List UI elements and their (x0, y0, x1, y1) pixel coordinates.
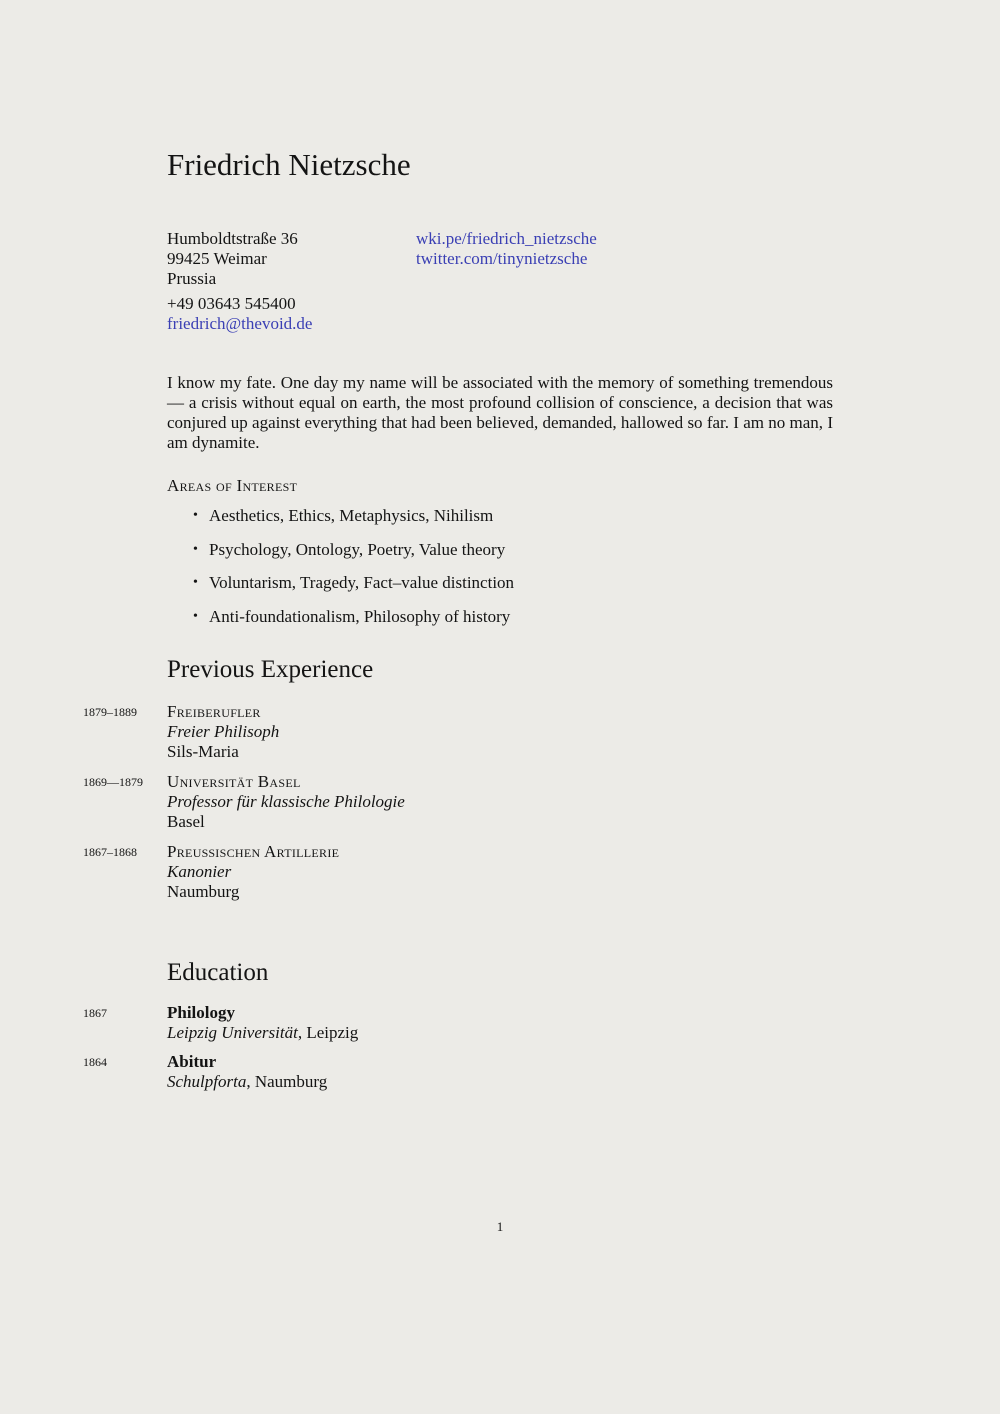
twitter-link[interactable]: twitter.com/tinynietzsche (416, 249, 588, 268)
phone: +49 03643 545400 (167, 294, 296, 313)
institution: Leipzig Universität (167, 1023, 298, 1042)
entry-dates: 1867–1868 (83, 845, 137, 859)
entry-year: 1867 (83, 1006, 107, 1020)
web-links (416, 229, 597, 269)
employer: Preußischen Artillerie (167, 842, 340, 861)
list-item (191, 506, 514, 526)
degree: Philology (167, 1003, 236, 1022)
location: Sils-Maria (167, 742, 239, 761)
employer: Universität Basel (167, 772, 301, 791)
entry-dates: 1869—1879 (83, 775, 143, 789)
employer: Freiberufler (167, 702, 261, 721)
bullet-icon: • (193, 609, 198, 625)
city: 99425 Weimar (167, 249, 267, 268)
address-block (167, 229, 312, 334)
institution: Schulpforta (167, 1072, 247, 1091)
list-item (191, 540, 514, 560)
entry-dates: 1879–1889 (83, 705, 137, 719)
interest-text: Aesthetics, Ethics, Metaphysics, Nihilism (209, 506, 494, 525)
interest-text: Voluntarism, Tragedy, Fact–value distinction (209, 573, 515, 593)
role: Professor für klassische Philologie (167, 792, 405, 811)
list-item (191, 607, 514, 627)
location: Basel (167, 812, 205, 831)
wiki-link[interactable]: wki.pe/friedrich_nietzsche (416, 229, 597, 248)
street: Humboldtstraße 36 (167, 229, 298, 248)
bullet-icon: • (193, 541, 198, 557)
role: Kanonier (167, 862, 232, 881)
education-heading: Education (167, 959, 269, 986)
place: , Naumburg (246, 1072, 328, 1091)
email-link[interactable]: friedrich@thevoid.de (167, 314, 313, 333)
location: Naumburg (167, 882, 240, 901)
bullet-icon: • (193, 508, 198, 523)
degree: Abitur (167, 1052, 217, 1071)
experience-heading: Previous Experience (167, 656, 374, 683)
country: Prussia (167, 269, 217, 288)
interests-heading: Areas of Interest (167, 476, 298, 495)
bullet-icon: • (193, 575, 198, 591)
page-number: 1 (496, 1219, 504, 1234)
entry-year: 1864 (83, 1055, 107, 1069)
interest-text: Psychology, Ontology, Poetry, Value theory (209, 539, 506, 559)
list-item (191, 573, 514, 593)
interests-list (191, 506, 514, 641)
place: , Leipzig (297, 1023, 359, 1042)
role: Freier Philisoph (167, 722, 280, 741)
bio-paragraph: I know my fate. One day my name will be associated with the memory of something tremendous — a crisis without equal on earth, the most profound collision of conscience, a decision that was conjured up against everything that had been believed, demanded, hallowed so far. I am no man, I am dynamite. (167, 373, 833, 452)
page-title: Friedrich Nietzsche (167, 147, 411, 182)
interest-text: Anti-foundationalism, Philosophy of history (209, 607, 511, 627)
